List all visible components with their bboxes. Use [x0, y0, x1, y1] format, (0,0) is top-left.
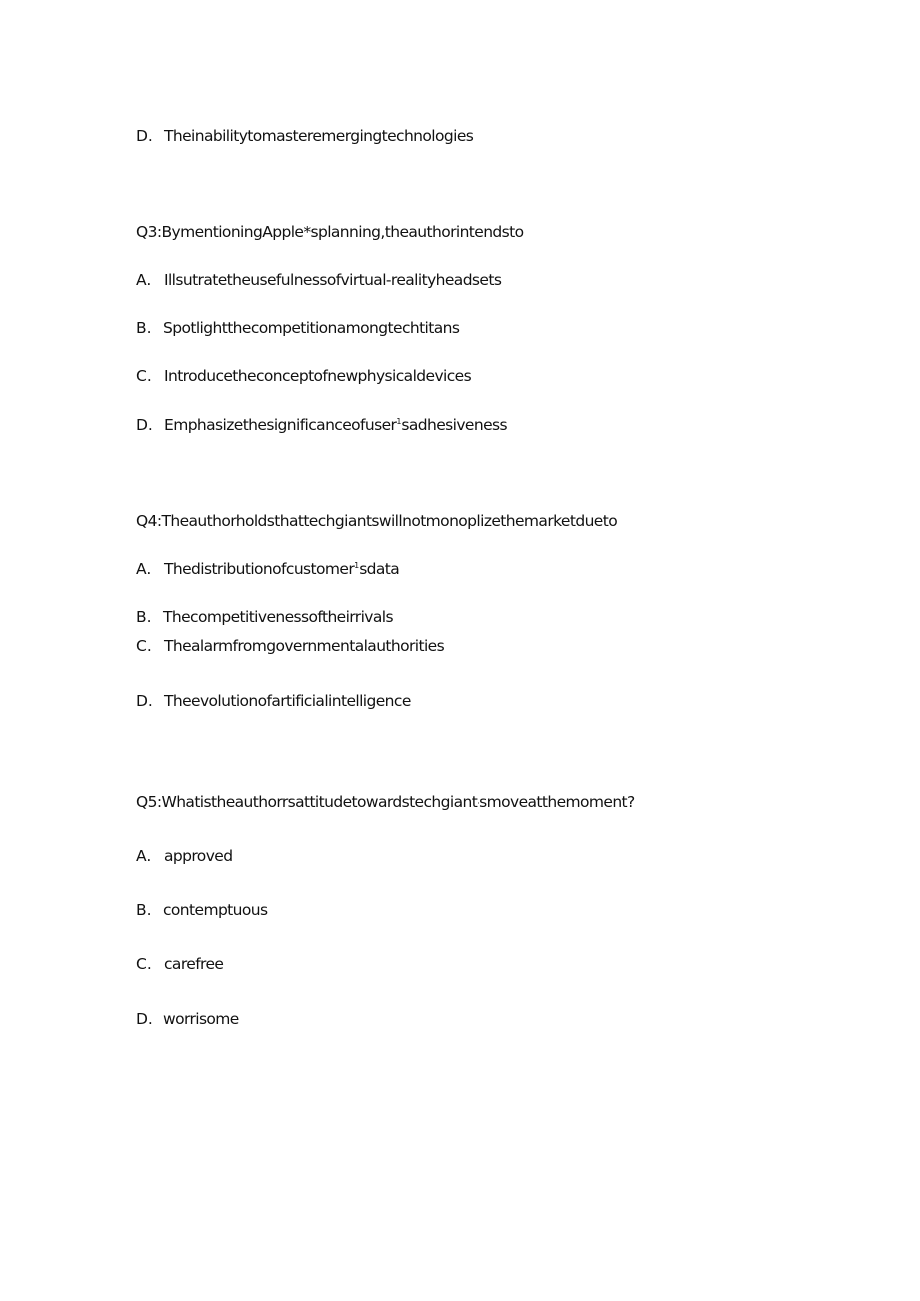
option-text: Theinabilitytomasteremergingtechnologies — [164, 127, 474, 145]
option-letter: A. — [136, 847, 152, 865]
q4-option-d — [136, 692, 411, 710]
option-text: Introducetheconceptofnewphysicaldevices — [164, 367, 472, 385]
option-letter: D. — [136, 416, 153, 434]
q3-option-a — [136, 271, 501, 289]
option-letter: A. — [136, 271, 152, 289]
apostrophe-mark: 1 — [354, 561, 360, 570]
q2-option-d — [136, 127, 473, 145]
q3-option-c — [136, 367, 471, 385]
option-text: Thecompetitivenessoftheirrivals — [163, 608, 393, 626]
option-text-before: Thedistributionofcustomer — [164, 560, 355, 578]
q3-option-b — [136, 319, 459, 337]
question-text-after: smoveatthemoment? — [479, 793, 635, 811]
option-text: worrisome — [163, 1010, 239, 1028]
option-text-after: sdata — [359, 560, 400, 578]
q4-option-c — [136, 637, 444, 655]
q5-option-a — [136, 847, 232, 865]
q5-option-b — [136, 901, 267, 919]
option-letter: D. — [136, 1010, 153, 1028]
option-text: approved — [164, 847, 233, 865]
q4-question: Q4:Theauthorholdsthattechgiantswillnotmonoplizethemarketdueto — [136, 512, 618, 530]
q4-option-b — [136, 608, 393, 626]
q3-option-d — [136, 416, 507, 434]
option-letter: B. — [136, 319, 152, 337]
apostrophe-mark: · — [477, 799, 480, 808]
q5-option-d — [136, 1010, 239, 1028]
option-letter: B. — [136, 608, 152, 626]
option-text: Thealarmfromgovernmentalauthorities — [164, 637, 445, 655]
q5-option-c — [136, 955, 223, 973]
option-letter: D. — [136, 692, 153, 710]
option-text: contemptuous — [163, 901, 268, 919]
option-letter: A. — [136, 560, 152, 578]
option-letter: B. — [136, 901, 152, 919]
option-text-after: sadhesiveness — [401, 416, 507, 434]
option-text: Theevolutionofartificialintelligence — [164, 692, 411, 710]
option-text-before: Emphasizethesignificanceofuser — [164, 416, 397, 434]
option-text: carefree — [164, 955, 224, 973]
q3-question: Q3:BymentioningApple*splanning,theauthorintendsto — [136, 223, 524, 241]
option-text: Spotlightthecompetitionamongtechtitans — [163, 319, 460, 337]
option-letter: D. — [136, 127, 153, 145]
q4-option-a — [136, 560, 399, 578]
option-letter: C. — [136, 367, 152, 385]
question-text-before: Q5:Whatistheauthorrsattitudetowardstechgiant — [136, 793, 478, 811]
option-letter: C. — [136, 637, 152, 655]
apostrophe-mark: 1 — [396, 417, 402, 426]
q5-question — [136, 793, 635, 811]
option-text: Illsutratetheusefulnessofvirtual-realityheadsets — [164, 271, 502, 289]
option-letter: C. — [136, 955, 152, 973]
